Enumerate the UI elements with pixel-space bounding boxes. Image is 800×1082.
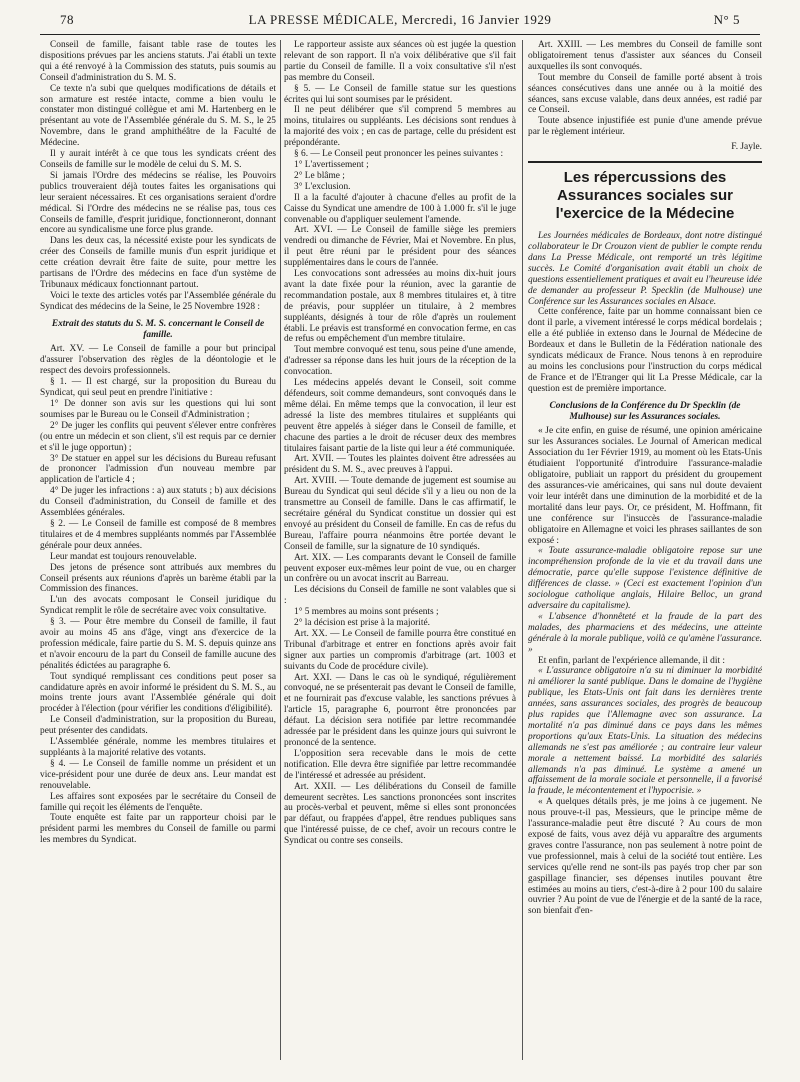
paragraph: 2° la décision est prise à la majorité. bbox=[294, 618, 430, 629]
paragraph: Il y aurait intérêt à ce que tous les syndicats créent des Conseils de famille sur le modèle de celui du S. M. S. bbox=[40, 149, 276, 170]
paragraph: Dans les deux cas, la nécessité existe pour les syndicats de créer des Conseils de famille munis d'un esprit juridique et cette création devrait être faite de suite, pour mettre les partisans de l'Ordre des médecins en face d'un système de Tribunaux médicaux fonctionnant partout. bbox=[40, 236, 276, 290]
paragraph: 1° 5 membres au moins sont présents ; bbox=[294, 607, 439, 618]
section-heading: Conclusions de la Conférence du Dr Specklin (de Mulhouse) sur les Assurances sociales. bbox=[549, 400, 741, 422]
paragraph: Toute absence injustifiée est punie d'une amende prévue par le règlement intérieur. bbox=[528, 116, 762, 138]
paragraph: 4° De juger les infractions : a) aux statuts ; b) aux décisions du Conseil d'administration, du Conseil de famille et des Assemblées générales. bbox=[40, 486, 276, 519]
paragraph: 1° L'avertissement ; bbox=[294, 159, 369, 170]
paragraph: « Je cite enfin, en guise de résumé, une opinion américaine sur les Assurances sociales. Le Journal of American medical Association du 1er Février 1919, au moment où les Etats-Unis étudiaient l'opportunité d'introduire l'assurance-maladie obligatoire, publiait un rapport du président du groupement des assurances-vie américaines, qui sans nul doute devaient voir leur intérêt dans une diminution de la morbidité et de la mortalité dans leur pays. Or, ce président, M. Hoffmann, fit une conférence sur l'insuccès de l'assurance-maladie obligatoire en Allemagne et voici les phrases saillantes de son exposé : bbox=[528, 426, 762, 546]
paragraph: Art. XIX. — Les comparants devant le Conseil de famille peuvent exposer eux-mêmes leur point de vue, ou en charger un confrère ou un avocat inscrit au Barreau. bbox=[284, 552, 516, 585]
paragraph: § 3. — Pour être membre du Conseil de famille, il faut avoir au moins 45 ans d'âge, vingt ans d'exercice de la profession médicale, faire partie du S. M. S. depuis quinze ans et n'avoir encouru de la part du Conseil de famille aucune des pénalités édictées au paragraphe 6. bbox=[40, 617, 276, 671]
page-header bbox=[60, 12, 740, 34]
paragraph: Art. XVIII. — Toute demande de jugement est soumise au Bureau du Syndicat qui seul décide s'il y a lieu ou non de la transmettre au Conseil de famille. Dans le cas affirmatif, le secrétaire général du Syndicat constitue un dossier qui est envoyé au président du Conseil de famille. En cas de refus du Bureau, l'affaire pourra néanmoins être portée devant le Conseil de famille, sur la signature de 10 syndiqués. bbox=[284, 476, 516, 552]
paragraph: « A quelques détails près, je me joins à ce jugement. Ne nous prouve-t-il pas, Messieurs, que le principe même de l'assurance-maladie peut être discuté ? Au cours de mon exposé de faits, vous avez déjà vu apparaître des arguments graves contre l'assurance, non pas seulement à notre point de vue professionnel, mais à celui de la société tout entière. Les services qu'elle rend ne sont-ils pas payés trop cher par son gaspillage financier, ses dépenses inutiles pouvant être estimées au moins au tiers, c'est-à-dire à 2 pour 100 du salaire ouvrier ? Au point de vue de l'énergie et de la santé de la race, son bienfait d'en- bbox=[528, 797, 762, 917]
paragraph: Art. XVI. — Le Conseil de famille siège les premiers vendredi ou dimanche de Février, Mai et Novembre. En plus, il peut être réuni par le président pour des séances supplémentaires dans le cours de l'année. bbox=[284, 225, 516, 269]
paragraph: Art. XX. — Le Conseil de famille pourra être constitué en Tribunal d'arbitrage et entrer en fonctions après avoir fait signer aux parties un compromis d'arbitrage (art. 1003 et suivants du Code de procédure civile). bbox=[284, 628, 516, 672]
paragraph: Tout membre convoqué est tenu, sous peine d'une amende, d'adresser sa réponse dans les huit jours de la réception de la convocation. bbox=[284, 345, 516, 378]
paragraph: Tout syndiqué remplissant ces conditions peut poser sa candidature après en avoir informé le président du S. M. S., au moins trente jours avant l'Assemblée générale qui doit procéder à l'élection (pour vérifier les conditions d'éligibilité). bbox=[40, 671, 276, 715]
issue-number: N° 5 bbox=[713, 12, 740, 27]
paragraph: Les Journées médicales de Bordeaux, dont notre distingué collaborateur le Dr Crouzon vient de publier le compte rendu dans La Presse Médicale, ont remporté un très légitime succès. Le Comité d'organisation avait établi un choix de questions essentiellement pratiques et avait eu l'heureuse idée de demander au professeur P. Specklin (de Mulhouse) une Conférence sur les Assurances sociales en Alsace. bbox=[528, 231, 762, 307]
paragraph: § 1. — Il est chargé, sur la proposition du Bureau du Syndicat, qui seul peut en prendre l'initiative : bbox=[40, 377, 276, 399]
paragraph: « Toute assurance-maladie obligatoire repose sur une incompréhension profonde de la vie et du travail dans une démocratie, parce qu'elle suppose l'existence définitive de différences de classe. » (Ceci est exactement l'opinion d'un sociologue catholique anglais, Hilaire Belloc, un grand adversaire du capitalisme). bbox=[528, 546, 762, 611]
paragraph: Voici le texte des articles votés par l'Assemblée générale du Syndicat des médecins de la Seine, le 25 Novembre 1928 : bbox=[40, 290, 276, 312]
paragraph: « L'assurance obligatoire n'a su ni diminuer la morbidité ni améliorer la santé publique. Dans le domaine de l'hygiène publique, les Etats-Unis ont fait dans les dernières trente années, sans assurances sociales, des progrès de beaucoup plus rapides que l'Allemagne avec son assurance. La mortalité n'a pas diminué dans ce pays dans les mêmes proportions qu'aux Etats-Unis. La situation des médecins allemands ne s'est pas améliorée ; au contraire leur valeur morale a nettement baissé. La morbidité des salariés allemands n'a pas diminué. Le système a amené un affaissement de la morale sociale et personnelle, il a favorisé la fraude, le mécontentement et l'hypocrisie. » bbox=[528, 666, 762, 797]
paragraph: Leur mandat est toujours renouvelable. bbox=[50, 551, 197, 562]
publication-title: LA PRESSE MÉDICALE, Mercredi, 16 Janvier 1929 bbox=[248, 12, 552, 27]
paragraph: Les affaires sont exposées par le secrétaire du Conseil de famille qui reçoit les éléments de l'enquête. bbox=[40, 791, 276, 813]
paragraph: Art. XXI. — Dans le cas où le syndiqué, régulièrement convoqué, ne se présenterait pas devant le Conseil de famille, et ne fournirait pas d'excuse valable, les sanctions prévues à l'article 15, paragraphe 6, pourront être prononcées par défaut. La décision sera notifiée par lettre recommandée adressée par le président dans les quinze jours qui suivront le prononcé de la sentence. bbox=[284, 672, 516, 748]
paragraph: Art. XXII. — Les délibérations du Conseil de famille demeurent secrètes. Les sanctions prononcées sont inscrites au procès-verbal et peuvent, même si elles sont prononcées par défaut, ou frappées d'appel, être rendues publiques sans que l'intéressé puisse, de ce chef, avoir un recours contre le Syndicat ou contre ses conseils. bbox=[284, 781, 516, 847]
paragraph: L'opposition sera recevable dans le mois de cette notification. Elle devra être signifiée par lettre recommandée de l'intéressé et adressée au président. bbox=[284, 748, 516, 781]
paragraph: Les décisions du Conseil de famille ne sont valables que si : bbox=[284, 585, 516, 607]
paragraph: Le rapporteur assiste aux séances où est jugée la question relevant de son rapport. Il n'a voix délibérative que s'il fait partie du Conseil de famille. Il a voix consultative s'il n'est pas membre du Conseil. bbox=[284, 40, 516, 83]
paragraph: Cette conférence, faite par un homme connaissant bien ce dont il parle, a vivement intéressé le corps médical bordelais ; elle a été publiée in extenso dans le Journal de Médecine de Bordeaux et dans le Bulletin de la Fédération nationale des syndicats médicaux de France. Nous tenons à en reproduire au moins les conclusions pour l'instruction du corps médical de France et de l'Etranger qui lit La Presse Médicale, car la question est de première importance. bbox=[528, 307, 762, 394]
paragraph: Il a la faculté d'ajouter à chacune d'elles au profit de la Caisse du Syndicat une amendre de 100 à 1.000 fr. s'il le juge convenable ou d'appliquer seulement l'amende. bbox=[284, 192, 516, 225]
paragraph: Toute enquête est faite par un rapporteur choisi par le président parmi les membres du Conseil de famille ou parmi les membres du Syndicat. bbox=[40, 813, 276, 846]
paragraph: Et enfin, parlant de l'expérience allemande, il dit : bbox=[538, 655, 726, 666]
paragraph: Art. XVII. — Toutes les plaintes doivent être adressées au président du S. M. S., avec preuves à l'appui. bbox=[284, 454, 516, 476]
header-rule bbox=[40, 34, 760, 35]
paragraph: § 4. — Le Conseil de famille nomme un président et un vice-président pour une durée de deux ans. Leur mandat est renouvelable. bbox=[40, 758, 276, 791]
paragraph: 3° L'exclusion. bbox=[294, 181, 351, 192]
paragraph: Tout membre du Conseil de famille porté absent à trois séances consécutives dans une année ou à la moitié des séances, sans excuse valable, dans deux années, est radié par ce Conseil. bbox=[528, 72, 762, 116]
column-3 bbox=[528, 40, 762, 1066]
author-signature: F. Jayle. bbox=[731, 142, 762, 153]
paragraph: Il ne peut délibérer que s'il comprend 5 membres au moins, titulaires ou suppléants. Les décisions sont rendues à la majorité des voix ; en cas de partage, celle du président est prépondérante. bbox=[284, 105, 516, 149]
paragraph: Les médecins appelés devant le Conseil, soit comme défendeurs, soit comme demandeurs, sont convoqués dans le même délai. En même temps que la convocation, il leur est adressé la liste des membres titulaires et suppléants qui peuvent être appelés à siéger dans le Conseil de famille, et chacune des parties a le droit de récuser deux des membres titulaires faisant partie de la liste qui leur a été communiquée. bbox=[284, 378, 516, 454]
paragraph: Le Conseil d'administration, sur la proposition du Bureau, peut présenter des candidats. bbox=[40, 715, 276, 737]
paragraph: § 5. — Le Conseil de famille statue sur les questions écrites qui lui sont soumises par le président. bbox=[284, 83, 516, 105]
paragraph: Art. XV. — Le Conseil de famille a pour but principal d'assurer l'observation des règles de la déontologie et le respect des devoirs professionnels. bbox=[40, 344, 276, 377]
paragraph: Les convocations sont adressées au moins dix-huit jours avant la date fixée pour la réunion, avec la garantie de recommandation postale, aux 8 membres titulaires et, à titre de préavis, pour suppléer un titulaire, à 2 membres suppléants, désignés à tour de rôle d'après un roulement établi. Le préavis est transformé en convocation ferme, en cas de refus ou empêchement d'un membre titulaire. bbox=[284, 269, 516, 345]
column-divider bbox=[280, 40, 281, 1060]
paragraph: § 6. — Le Conseil peut prononcer les peines suivantes : bbox=[294, 149, 504, 160]
paragraph: 1° De donner son avis sur les questions qui lui sont soumises par le Bureau ou le Conseil d'Administration ; bbox=[40, 399, 276, 420]
column-2 bbox=[284, 40, 516, 1066]
paragraph: Ce texte n'a subi que quelques modifications de détails et son armature est restée intacte, comme a bien voulu le constater mon distingué collègue et ami M. Hartenberg en le présentant au vote de l'Assemblée générale du S. M. S., le 25 Novembre, dans le grand amphithéâtre de la Faculté de Médecine. bbox=[40, 83, 276, 149]
paragraph: Des jetons de présence sont attribués aux membres du Conseil présents aux réunions d'après un barème établi par la Commission des finances. bbox=[40, 562, 276, 595]
paragraph: § 2. — Le Conseil de famille est composé de 8 membres titulaires et de 4 membres suppléants nommés par l'Assemblée générale pour deux années. bbox=[40, 518, 276, 551]
paragraph: Si jamais l'Ordre des médecins se réalise, les Pouvoirs publics trouveraient déjà toutes faites les organisations qui leur seraient nécessaires. Et ces organisations seraient d'ordre médical. Si l'Ordre des médecins ne se réalise pas, tous ces Conseils de famille, d'esprit juridique, fonctionneront, donnant encore au syndicalisme une force plus grande. bbox=[40, 170, 276, 236]
section-heading: Extrait des statuts du S. M. S. concernant le Conseil de famille. bbox=[51, 318, 265, 340]
column-divider bbox=[522, 40, 523, 1060]
paragraph: Art. XXIII. — Les membres du Conseil de famille sont obligatoirement tenus d'assister aux séances du Conseil auxquelles ils sont convoqués. bbox=[528, 40, 762, 72]
page-number: 78 bbox=[60, 12, 74, 27]
article-title: Les répercussions des Assurances sociales sur l'exercice de la Médecine bbox=[528, 161, 762, 223]
paragraph: L'Assemblée générale, nomme les membres titulaires et suppléants à la majorité relative des votants. bbox=[40, 737, 276, 758]
paragraph: 2° De juger les conflits qui peuvent s'élever entre confrères (ou entre un médecin et son client, s'il est requis par ce dernier et s'il le juge opportun) ; bbox=[40, 420, 276, 453]
paragraph: « L'absence d'honnêteté et la fraude de la part des malades, des pharmaciens et des médecins, une atteinte générale à la morale publique, voilà ce qu'amène l'assurance. » bbox=[528, 611, 762, 655]
column-1 bbox=[40, 40, 276, 1066]
paragraph: 2° Le blâme ; bbox=[294, 170, 345, 181]
paragraph: Conseil de famille, faisant table rase de toutes les dispositions prévues par les anciens statuts. J'ai établi un texte qui a été renvoyé à la Commission des statuts, puis soumis au Conseil d'administration du S. M. S. bbox=[40, 40, 276, 83]
paragraph: 3° De statuer en appel sur les décisions du Bureau refusant de prononcer l'admission d'un nouveau membre par application de l'article 4 ; bbox=[40, 453, 276, 486]
paragraph: L'un des avocats composant le Conseil juridique du Syndicat remplit le rôle de secrétaire avec voix consultative. bbox=[40, 595, 276, 617]
